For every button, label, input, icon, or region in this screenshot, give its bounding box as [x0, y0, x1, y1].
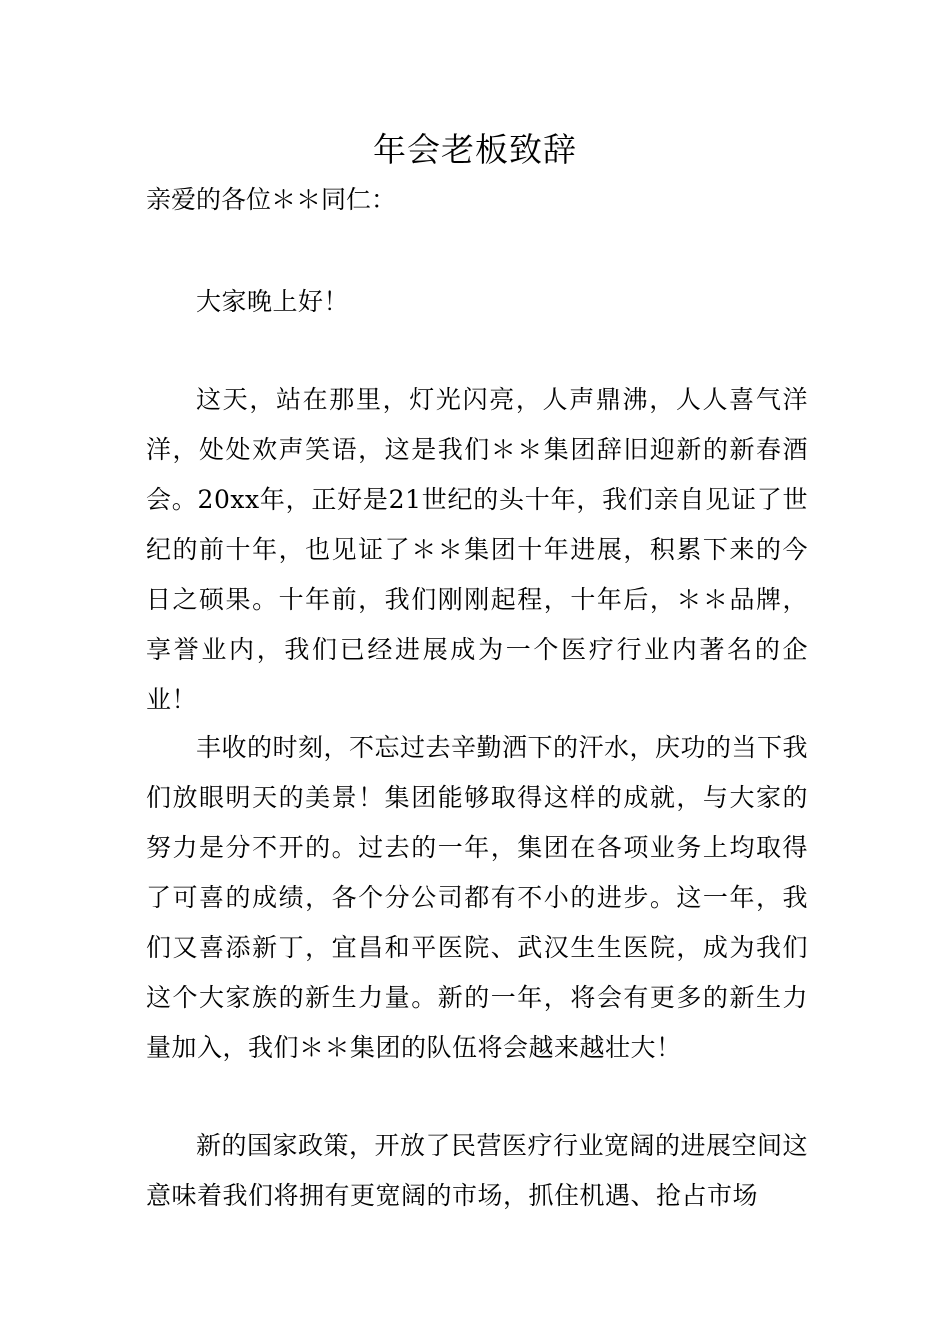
salutation: 亲爱的各位＊＊同仁：	[146, 185, 397, 214]
paragraph: 新的国家政策，开放了民营医疗行业宽阔的进展空间这意味着我们将拥有更宽阔的市场，抓住机遇、抢占市场	[146, 1131, 809, 1210]
paragraph: 这天，站在那里，灯光闪亮，人声鼎沸，人人喜气洋洋，处处欢声笑语，这是我们＊＊集团辞旧迎新的新春酒会。20xx年，正好是21世纪的头十年，我们亲自见证了世纪的前十年，也见证了＊＊集团十年进展，积累下来的今日之硕果。十年前，我们刚刚起程，十年后，＊＊品牌，享誉业内，我们已经进展成为一个医疗行业内著名的企业！	[146, 385, 808, 714]
document-title: 年会老板致辞	[373, 130, 577, 169]
paragraph: 大家晚上好！	[196, 287, 350, 316]
paragraph: 丰收的时刻，不忘过去辛勤洒下的汗水，庆功的当下我们放眼明天的美景！集团能够取得这样的成就，与大家的努力是分不开的。过去的一年，集团在各项业务上均取得了可喜的成绩，各个分公司都有不小的进步。这一年，我们又喜添新丁，宜昌和平医院、武汉生生医院，成为我们这个大家族的新生力量。新的一年，将会有更多的新生力量加入，我们＊＊集团的队伍将会越来越壮大！	[146, 733, 809, 1062]
